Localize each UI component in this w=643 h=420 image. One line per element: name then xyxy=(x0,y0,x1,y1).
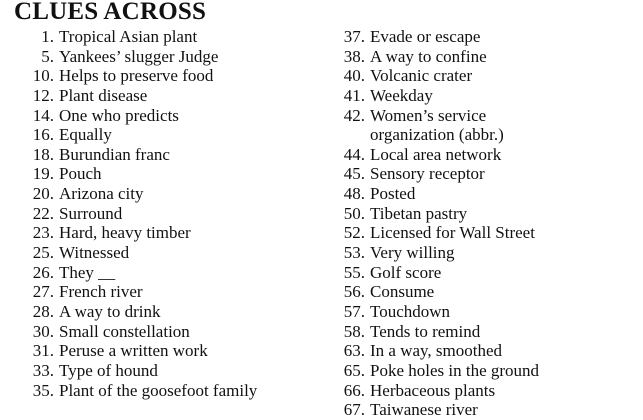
clue-text: Licensed for Wall Street xyxy=(370,223,535,243)
clue-text: They __ xyxy=(59,262,116,282)
clue-item xyxy=(336,243,636,263)
clue-item xyxy=(336,145,636,165)
clue-number: 28. xyxy=(32,301,54,321)
clue-text: Tropical Asian plant xyxy=(59,27,198,46)
clue-item xyxy=(336,86,636,106)
clue-text: Helps to preserve food xyxy=(59,66,214,86)
clue-text: Golf score xyxy=(370,262,442,282)
clue-text: Taiwanese river xyxy=(370,400,478,420)
clue-number: 55. xyxy=(343,262,365,282)
clue-item xyxy=(6,125,326,145)
clue-item xyxy=(6,282,326,302)
clue-text: Tends to remind xyxy=(370,321,481,341)
clue-item xyxy=(6,322,326,342)
clue-number: 58. xyxy=(343,321,365,341)
clue-text: Sensory receptor xyxy=(370,164,485,184)
clue-item xyxy=(336,66,636,86)
clue-number: 56. xyxy=(343,282,365,302)
clue-item xyxy=(6,302,326,322)
clue-number: 63. xyxy=(343,341,365,361)
clue-number: 66. xyxy=(343,380,365,400)
clue-number: 20. xyxy=(32,184,54,204)
clue-item xyxy=(336,381,636,401)
clue-number: 38. xyxy=(343,46,365,66)
clue-text: Type of hound xyxy=(59,360,158,380)
clue-number: 26. xyxy=(32,262,54,282)
clue-number: 18. xyxy=(32,144,54,164)
clue-item xyxy=(336,341,636,361)
clue-item xyxy=(6,341,326,361)
clue-text: Consume xyxy=(370,282,435,302)
clue-number: 42. xyxy=(343,105,365,125)
clue-number: 1. xyxy=(41,27,54,46)
clue-item xyxy=(6,243,326,263)
clue-number: 37. xyxy=(343,27,365,46)
clue-continuation xyxy=(336,125,636,145)
clue-text: Weekday xyxy=(370,85,433,105)
clue-text: Local area network xyxy=(370,144,502,164)
clue-item xyxy=(6,204,326,224)
clue-number: 40. xyxy=(343,66,365,86)
clue-number: 22. xyxy=(32,203,54,223)
clue-item xyxy=(336,302,636,322)
clue-item xyxy=(336,361,636,381)
clue-text: organization (abbr.) xyxy=(370,125,504,145)
clue-item xyxy=(6,164,326,184)
clue-text: Posted xyxy=(370,184,416,204)
clue-number: 14. xyxy=(32,105,54,125)
clue-text: Very willing xyxy=(370,243,455,263)
clue-number: 45. xyxy=(343,164,365,184)
clue-text: Witnessed xyxy=(59,243,130,263)
clue-text: Herbaceous plants xyxy=(370,380,496,400)
clue-list-left xyxy=(6,27,326,400)
clue-text: Evade or escape xyxy=(370,27,481,46)
clue-item xyxy=(6,223,326,243)
clue-item xyxy=(6,381,326,401)
clue-number: 30. xyxy=(32,321,54,341)
clue-number: 65. xyxy=(343,360,365,380)
clue-text: French river xyxy=(59,282,143,302)
clue-item xyxy=(336,106,636,126)
clue-text: Arizona city xyxy=(59,184,144,204)
clue-number: 53. xyxy=(343,243,365,263)
clue-text: Hard, heavy timber xyxy=(59,223,191,243)
clue-item xyxy=(336,204,636,224)
clue-number: 67. xyxy=(343,400,365,420)
clue-item xyxy=(6,47,326,67)
clue-number: 33. xyxy=(32,360,54,380)
clue-text: A way to drink xyxy=(59,301,161,321)
clue-text: Pouch xyxy=(59,164,102,184)
clue-number: 12. xyxy=(32,85,54,105)
clue-text: Yankees’ slugger Judge xyxy=(59,46,219,66)
clue-number: 19. xyxy=(32,164,54,184)
clue-text: Poke holes in the ground xyxy=(370,360,540,380)
clue-item xyxy=(336,263,636,283)
section-heading: CLUES ACROSS xyxy=(14,0,207,25)
clue-text: Surround xyxy=(59,203,123,223)
clue-number: 50. xyxy=(343,203,365,223)
clue-item xyxy=(336,400,636,420)
clue-number: 44. xyxy=(343,144,365,164)
clue-text: One who predicts xyxy=(59,105,179,125)
clue-text: In a way, smoothed xyxy=(370,341,503,361)
clue-item xyxy=(336,27,636,47)
clue-item xyxy=(6,27,326,47)
clue-item xyxy=(6,145,326,165)
clue-text: Burundian franc xyxy=(59,144,170,164)
clue-item xyxy=(6,66,326,86)
clue-number: 41. xyxy=(343,85,365,105)
clue-text: A way to confine xyxy=(370,46,487,66)
clue-item xyxy=(6,106,326,126)
clue-text: Plant of the goosefoot family xyxy=(59,380,258,400)
clue-number: 25. xyxy=(32,243,54,263)
clue-number: 16. xyxy=(32,125,54,145)
clue-text: Volcanic crater xyxy=(370,66,473,86)
clue-item xyxy=(336,47,636,67)
clue-text: Equally xyxy=(59,125,112,145)
clue-text: Plant disease xyxy=(59,85,148,105)
clue-item xyxy=(6,86,326,106)
clue-list-right xyxy=(336,27,636,420)
clue-number: 27. xyxy=(32,282,54,302)
clue-text: Small constellation xyxy=(59,321,190,341)
clue-text: Tibetan pastry xyxy=(370,203,468,223)
clue-number: 57. xyxy=(343,301,365,321)
clue-text: Women’s service xyxy=(370,105,487,125)
clue-text: Peruse a written work xyxy=(59,341,208,361)
clue-number: 23. xyxy=(32,223,54,243)
clue-number: 52. xyxy=(343,223,365,243)
clue-item xyxy=(6,263,326,283)
clue-item xyxy=(336,223,636,243)
clue-item xyxy=(336,282,636,302)
clue-number: 35. xyxy=(32,380,54,400)
clue-item xyxy=(336,164,636,184)
clue-item xyxy=(6,361,326,381)
clue-number: 10. xyxy=(32,66,54,86)
clue-number: 48. xyxy=(343,184,365,204)
clue-number: 5. xyxy=(41,46,54,66)
clue-number: 31. xyxy=(32,341,54,361)
clue-text: Touchdown xyxy=(370,301,451,321)
clue-item xyxy=(336,322,636,342)
clue-item xyxy=(336,184,636,204)
clue-item xyxy=(6,184,326,204)
